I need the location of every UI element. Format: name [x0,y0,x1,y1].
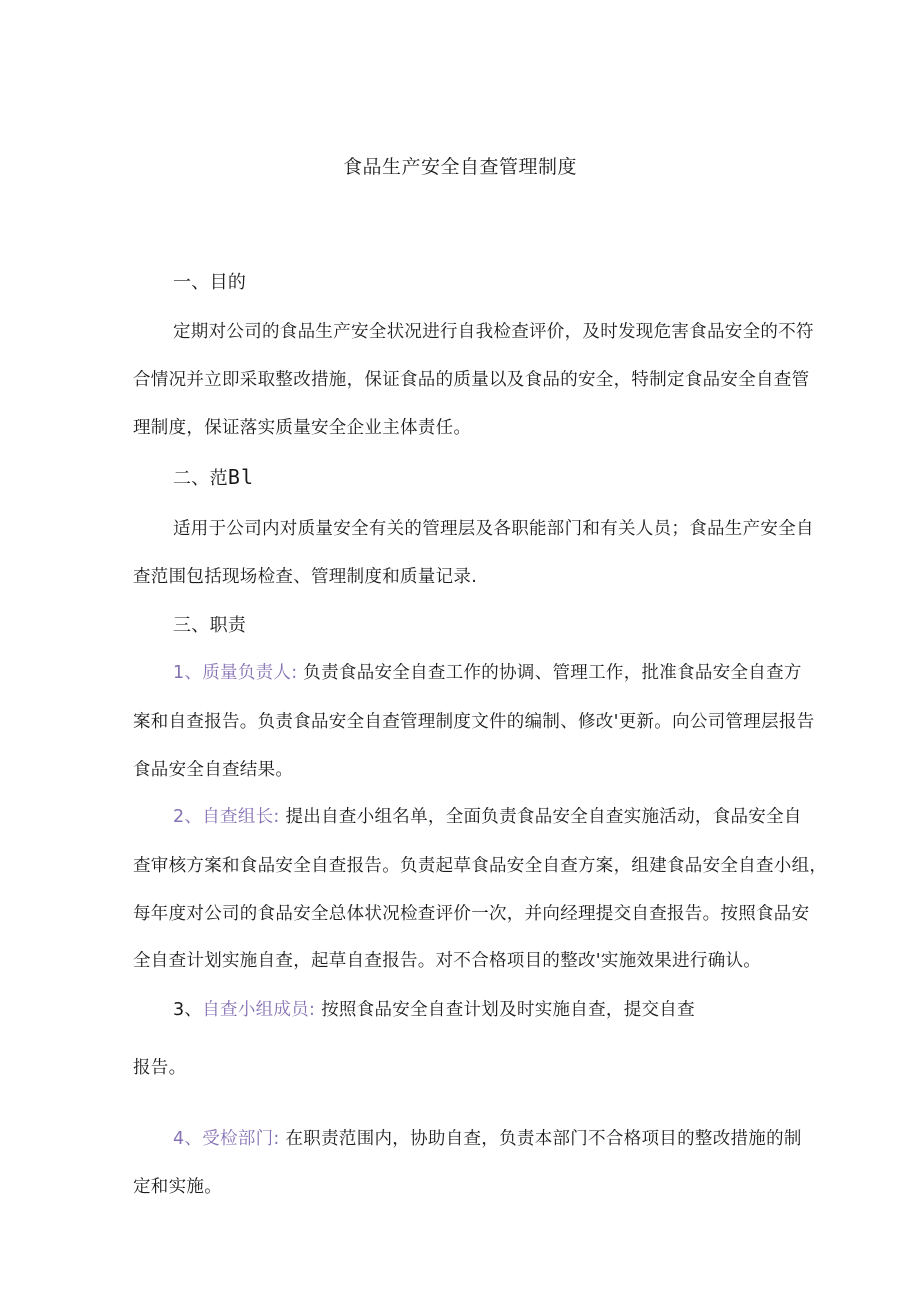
document-title: 食品生产安全自查管理制度 [342,156,577,178]
duty-label: 4、受检部门: [173,1129,280,1149]
duty-number: 3、 [173,1000,203,1020]
paragraph-line: 食品安全自查结果。 [133,760,294,780]
section-heading-purpose: 一、目的 [173,272,247,293]
paragraph-line: 每年度对公司的食品安全总体状况检查评价一次，并向经理提交自查报告。按照食品安 [133,904,810,924]
paragraph-line: 查范围包括现场检查、管理制度和质量记录. [133,567,478,587]
paragraph-line: 报告。 [133,1058,187,1078]
duty-text: 负责食品安全自查工作的协调、管理工作，批准食品安全自查方 [297,663,802,683]
heading-ocr-text: Bl [227,465,254,489]
duty-item-inspected-dept [173,1125,802,1150]
duty-text: 在职责范围内，协助自查，负责本部门不合格项目的整改措施的制 [279,1129,802,1149]
section-heading-duties: 三、职责 [173,615,247,636]
paragraph-line: 适用于公司内对质量安全有关的管理层及各职能部门和有关人员；食品生产安全自 [173,519,814,539]
duty-label: 自查小组成员: [202,1000,316,1020]
duty-label: 2、自查组长: [173,807,280,827]
paragraph-line: 定和实施。 [133,1177,222,1197]
section-heading-scope [173,464,254,490]
paragraph-line: 理制度，保证落实质量安全企业主体责任。 [133,418,472,438]
paragraph-line: 查审核方案和食品安全自查报告。负责起草食品安全自查方案，组建食品安全自查小组， [133,856,828,876]
paragraph-line: 合情况并立即采取整改措施，保证食品的质量以及食品的安全，特制定食品安全自查管 [133,370,810,390]
paragraph-line: 全自查计划实施自查，起草自查报告。对不合格项目的整改'实施效果进行确认。 [133,951,762,971]
duty-label: 1、质量负责人: [173,663,298,683]
duty-item-team-lead [173,803,802,828]
duty-text: 提出自查小组名单，全面负责食品安全自查实施活动，食品安全自 [279,807,802,827]
duty-item-team-members [173,996,695,1021]
paragraph-line: 案和自查报告。负责食品安全自查管理制度文件的编制、修改'更新。向公司管理层报告 [133,712,815,732]
paragraph-line: 定期对公司的食品生产安全状况进行自我检查评价，及时发现危害食品安全的不符 [173,322,814,342]
heading-text: 二、范 [173,468,228,489]
duty-item-quality-lead [173,659,802,684]
duty-text: 按照食品安全自查计划及时实施自查，提交自查 [315,1000,695,1020]
